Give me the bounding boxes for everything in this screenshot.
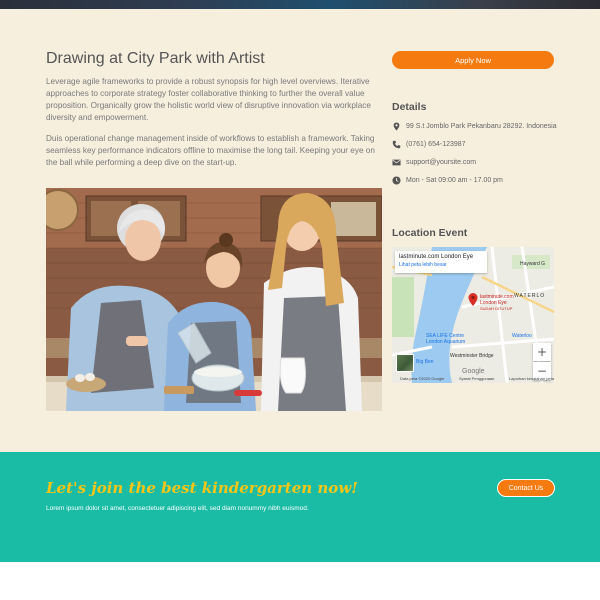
address-text: 99 S.t Jomblo Park Pekanbaru 28292. Indonesia <box>406 123 557 130</box>
details-heading: Details <box>392 101 427 113</box>
zoom-in-button[interactable]: + <box>533 343 551 361</box>
page-footer <box>0 562 600 600</box>
map-footer <box>400 376 554 381</box>
email-text: support@yoursite.com <box>406 159 477 166</box>
map-terms-link[interactable]: Syarat Penggunaan <box>459 376 495 381</box>
hero-image-strip <box>0 0 600 9</box>
map-marker-icon <box>392 122 401 131</box>
map-card-title: lastminute.com London Eye <box>399 254 474 260</box>
event-photo <box>46 188 382 411</box>
envelope-icon <box>392 158 401 167</box>
location-map[interactable] <box>392 247 554 383</box>
event-section <box>0 9 600 452</box>
map-data-credit: Data peta ©2020 Google <box>400 376 445 381</box>
hours-text: Mon - Sat 09:00 am - 17.00 pm <box>406 177 503 184</box>
google-logo: Google <box>462 368 485 375</box>
apply-now-button[interactable]: Apply Now <box>392 51 554 69</box>
event-description-1: Leverage agile frameworks to provide a robust synopsis for high level overviews. Iterative approaches to corporate strategy foster collaborative thinking to further the overall value proposition. Organically grow the holistic world view of disruptive innovation via workplace diversity and empowerment. <box>46 77 371 122</box>
detail-phone <box>392 140 466 149</box>
view-larger-map-link[interactable]: Lihat peta lebih besar <box>399 262 447 268</box>
map-label-aquarium: London Aquarium <box>426 339 466 345</box>
phone-text: (0761) 654-123987 <box>406 141 466 148</box>
map-report-link[interactable]: Laporkan kesalahan peta <box>509 376 554 381</box>
map-label-sea-life: SEA LIFE Centre <box>426 333 465 339</box>
cta-banner <box>0 452 600 562</box>
contact-us-button[interactable]: Contact Us <box>497 479 555 497</box>
map-satellite-toggle[interactable] <box>396 354 414 372</box>
map-label-big-ben: Big Ben <box>416 359 434 365</box>
map-info-card <box>395 251 487 273</box>
map-pin-label: lastminute.com London Eye SUDAH DITUTUP <box>480 294 514 311</box>
detail-hours <box>392 176 503 185</box>
map-label-waterloo: WATERLO <box>514 293 546 299</box>
clock-icon <box>392 176 401 185</box>
map-label-waterloo-station: Waterloo <box>512 333 532 339</box>
zoom-out-button[interactable]: − <box>533 362 551 380</box>
banner-subtitle: Lorem ipsum dolor sit amet, consectetuer adipiscing elit, sed diam nonummy nibh euismod. <box>46 505 309 512</box>
banner-title: Let's join the best kindergarten now! <box>46 479 358 497</box>
event-description-2: Duis operational change management inside of workflows to establish a framework. Taking seamless key performance indicators offline to maximise the long tail. Keeping your eye on the ball while performing a deep dive on the start-up. <box>46 134 375 167</box>
map-label-westminster: Westminster Bridge <box>450 353 494 359</box>
event-title: Drawing at City Park with Artist <box>46 50 265 67</box>
phone-icon <box>392 140 401 149</box>
detail-email <box>392 158 476 167</box>
map-label-hayward: Hayward G <box>520 261 546 267</box>
location-heading: Location Event <box>392 227 468 239</box>
detail-address <box>392 122 557 131</box>
